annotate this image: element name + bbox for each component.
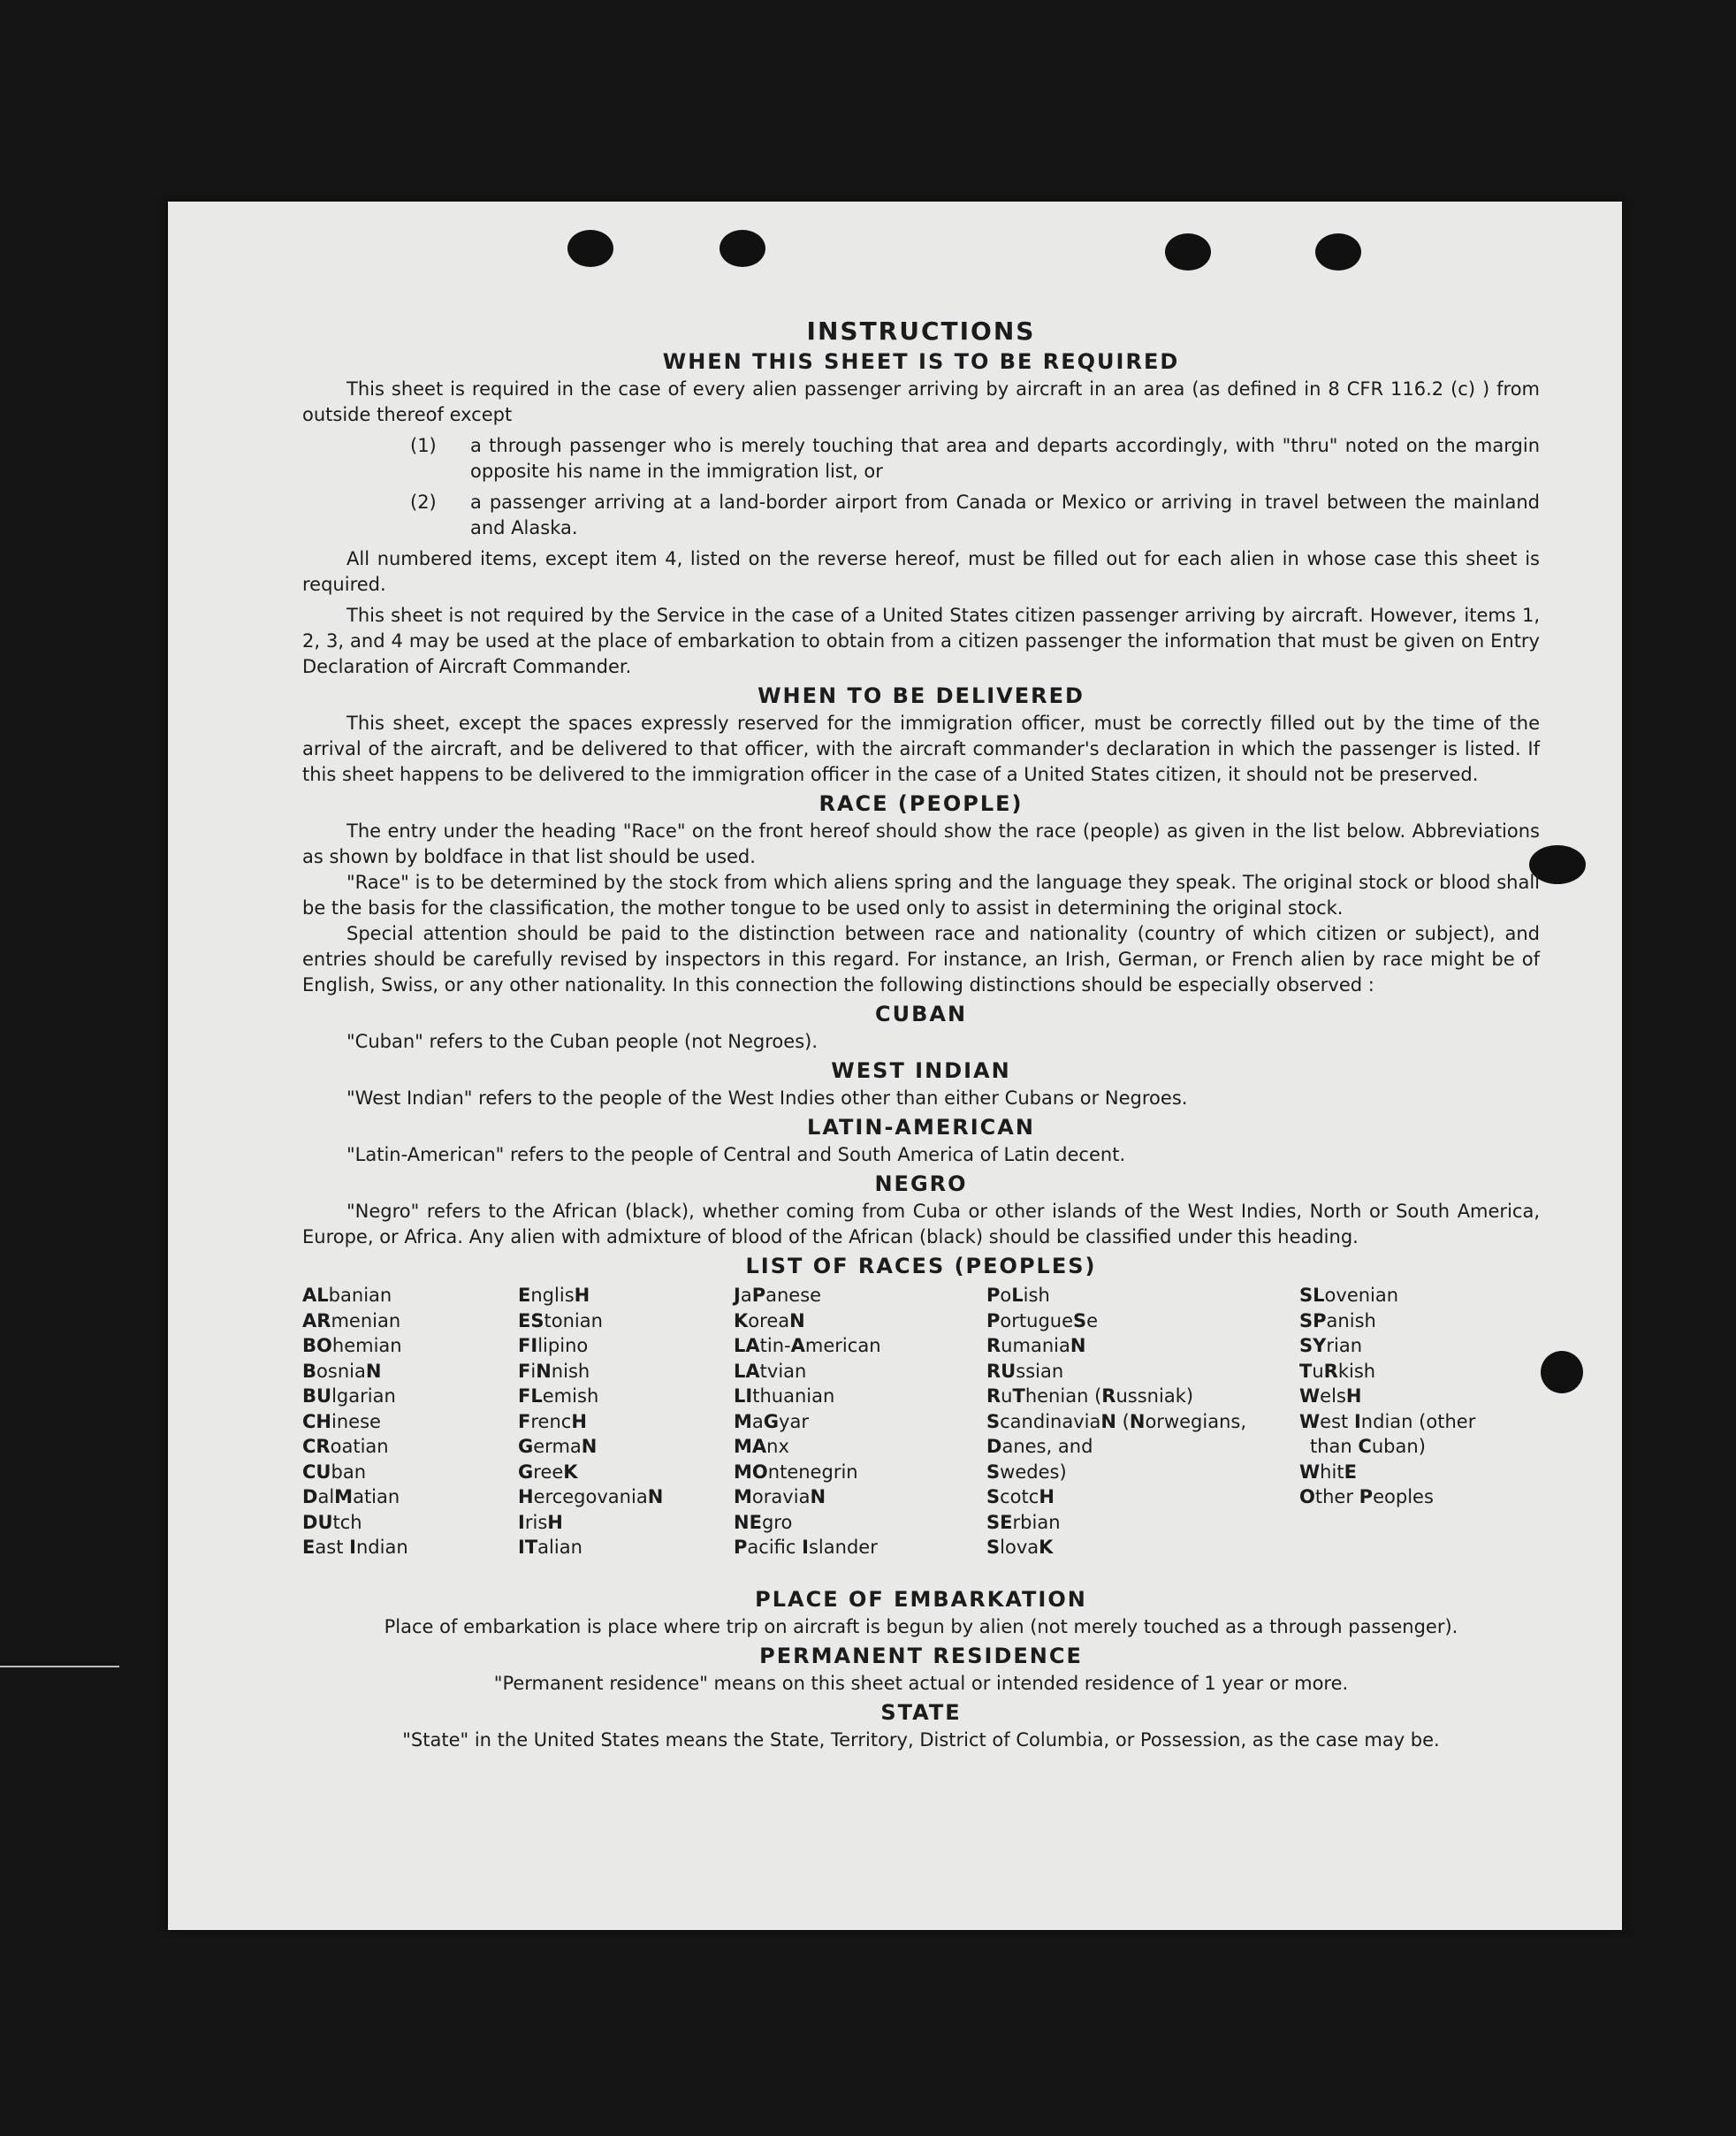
item-text: a through passenger who is merely touching that area and departs accordingly, with "thru" noted on the margin opposite his name in the immigration list, or: [470, 435, 1540, 482]
race-entry: ARmenian: [302, 1309, 401, 1331]
race-entry: IrisH: [518, 1511, 563, 1533]
race-entry: LAtvian: [734, 1360, 807, 1382]
race-entry: ScandinaviaN (Norwegians,: [986, 1410, 1247, 1432]
binder-hole: [567, 230, 613, 267]
race-entry: ITalian: [518, 1537, 582, 1558]
ink-blot: [1541, 1351, 1583, 1393]
document-sheet: [168, 202, 1622, 1930]
section-heading: CUBAN: [874, 1002, 968, 1026]
race-entry: Pacifc Islander: [734, 1537, 878, 1558]
race-entry: BUlgarian: [302, 1385, 396, 1407]
paragraph: "State" in the United States means the State, Territory, District of Columbia, or Possession, as the case may be.: [402, 1729, 1440, 1751]
races-list: [302, 1283, 1540, 1583]
race-entry: RUssian: [986, 1360, 1064, 1382]
race-entry: LIthuanian: [734, 1385, 835, 1407]
race-entry: SlovaK: [986, 1537, 1054, 1558]
paragraph: "Permanent residence" means on this sheet actual or intended residence of 1 year or more.: [493, 1673, 1349, 1694]
races-column: [986, 1283, 1246, 1560]
binder-hole: [720, 230, 765, 267]
item-number: (2): [410, 492, 437, 513]
paragraph: This sheet, except the spaces expressly reserved for the immigration officer, must be correctly filled out by the time of the arrival of the aircraft, and be delivered to that officer, with the aircraft commander's declaration in which the passenger is listed. If this sheet happens to be delivered to the immigration officer in the case of a United States citizen, it should not be preserved.: [302, 713, 1540, 785]
race-entry: FrencH: [518, 1410, 587, 1432]
race-entry: FLemish: [518, 1385, 599, 1407]
race-entry: MaGyar: [734, 1410, 809, 1432]
section-heading: STATE: [880, 1700, 962, 1725]
race-entry: DalMatian: [302, 1486, 400, 1507]
section-heading: PERMANENT RESIDENCE: [759, 1644, 1083, 1668]
section-heading: LIST OF RACES (PEOPLES): [745, 1254, 1097, 1278]
page-title: INSTRUCTIONS: [806, 317, 1036, 346]
item-text: a passenger arriving at a land-border airport from Canada or Mexico or arriving in travel between the mainland and Alaska.: [470, 492, 1540, 538]
race-entry: FiNnish: [518, 1360, 590, 1382]
race-entry: PoLish: [986, 1285, 1050, 1306]
races-column: [734, 1283, 881, 1560]
race-entry: EStonian: [518, 1309, 603, 1331]
list-item: [302, 490, 1540, 541]
race-entry: CRoatian: [302, 1436, 389, 1457]
race-entry: RuThenian (Russniak): [986, 1385, 1194, 1407]
race-entry: BOhemian: [302, 1335, 402, 1356]
race-entry: Danes, and: [986, 1436, 1093, 1457]
list-item: [302, 433, 1540, 484]
race-entry: SPanish: [1299, 1309, 1376, 1331]
race-entry: BosniaN: [302, 1360, 382, 1382]
binder-hole: [1165, 233, 1211, 271]
race-entry: DUtch: [302, 1511, 362, 1533]
race-entry: JaPanese: [734, 1285, 822, 1306]
race-entry: KoreaN: [734, 1309, 805, 1331]
section-heading: PLACE OF EMBARKATION: [755, 1587, 1087, 1612]
paragraph: All numbered items, except item 4, listed on the reverse hereof, must be filled out for each alien in whose case this sheet is required.: [302, 548, 1540, 595]
race-entry: than Cuban): [1310, 1436, 1426, 1457]
race-entry: WelsH: [1299, 1385, 1362, 1407]
paragraph: The entry under the heading "Race" on the front hereof should show the race (people) as given in the list below. Abbreviations as shown by boldface in that list should be used.: [302, 820, 1540, 867]
paragraph: "Cuban" refers to the Cuban people (not Negroes).: [346, 1031, 819, 1052]
paragraph: Place of embarkation is place where trip on aircraft is begun by alien (not merely touched as a through passenger).: [384, 1616, 1458, 1637]
race-entry: ScotcH: [986, 1486, 1055, 1507]
races-column: [1299, 1283, 1475, 1510]
race-entry: ALbanian: [302, 1285, 392, 1306]
race-entry: SLovenian: [1299, 1285, 1399, 1306]
film-scratch: [0, 1666, 119, 1667]
race-entry: HercegovaniaN: [518, 1486, 664, 1507]
race-entry: Swedes): [986, 1461, 1067, 1483]
paragraph: Special attention should be paid to the distinction between race and nationality (country of which citizen or subject), and entries should be carefully revised by inspectors in this regard. For instance, an Irish, German, or French alien by race might be of English, Swiss, or any other nationality. In this connection the following distinctions should be especially observed :: [302, 923, 1540, 996]
section-heading: LATIN-AMERICAN: [807, 1115, 1035, 1140]
race-entry: West Indian (other: [1299, 1410, 1476, 1432]
race-entry: SYrian: [1299, 1335, 1363, 1356]
race-entry: East Indian: [302, 1537, 408, 1558]
section-heading: WHEN THIS SHEET IS TO BE REQUIRED: [662, 349, 1180, 374]
paragraph: "Negro" refers to the African (black), whether coming from Cuba or other islands of the West Indies, North or South America, Europe, or Africa. Any alien with admixture of blood of the African (black) should be classified under this heading.: [302, 1201, 1540, 1247]
race-entry: EnglisH: [518, 1285, 590, 1306]
race-entry: CUban: [302, 1461, 367, 1483]
races-column: [518, 1283, 663, 1560]
race-entry: MOntenegrin: [734, 1461, 858, 1483]
instructions-body: [302, 308, 1540, 1753]
race-entry: FIlipino: [518, 1335, 589, 1356]
section-heading: NEGRO: [874, 1171, 968, 1196]
paragraph: This sheet is required in the case of every alien passenger arriving by aircraft in an area (as defined in 8 CFR 116.2 (c) ) from outside thereof except: [302, 378, 1540, 425]
paragraph: "West Indian" refers to the people of the West Indies other than either Cubans or Negroes.: [346, 1087, 1188, 1109]
race-entry: MAnx: [734, 1436, 789, 1457]
race-entry: CHinese: [302, 1410, 381, 1432]
race-entry: LAtin-American: [734, 1335, 881, 1356]
race-entry: TuRkish: [1299, 1360, 1376, 1382]
race-entry: Other Peoples: [1299, 1486, 1434, 1507]
section-heading: WEST INDIAN: [831, 1058, 1011, 1083]
paragraph: "Latin-American" refers to the people of Central and South America of Latin decent.: [346, 1144, 1126, 1165]
races-column: [302, 1283, 408, 1560]
race-entry: RumaniaN: [986, 1335, 1086, 1356]
race-entry: MoraviaN: [734, 1486, 826, 1507]
race-entry: SErbian: [986, 1511, 1061, 1533]
section-heading: RACE (PEOPLE): [819, 791, 1024, 816]
binder-hole: [1315, 233, 1361, 271]
item-number: (1): [410, 435, 437, 456]
race-entry: WhitE: [1299, 1461, 1357, 1483]
race-entry: PortugueSe: [986, 1309, 1099, 1331]
race-entry: NEgro: [734, 1511, 793, 1533]
section-heading: WHEN TO BE DELIVERED: [758, 683, 1085, 708]
paragraph: This sheet is not required by the Service in the case of a United States citizen passenger arriving by aircraft. However, items 1, 2, 3, and 4 may be used at the place of embarkation to obtain from a citizen passenger the information that must be given on Entry Declaration of Aircraft Commander.: [302, 605, 1540, 677]
race-entry: GermaN: [518, 1436, 598, 1457]
paragraph: "Race" is to be determined by the stock from which aliens spring and the language they speak. The original stock or blood shall be the basis for the classification, the mother tongue to be used only to assist in determining the original stock.: [302, 872, 1540, 919]
race-entry: GreeK: [518, 1461, 578, 1483]
